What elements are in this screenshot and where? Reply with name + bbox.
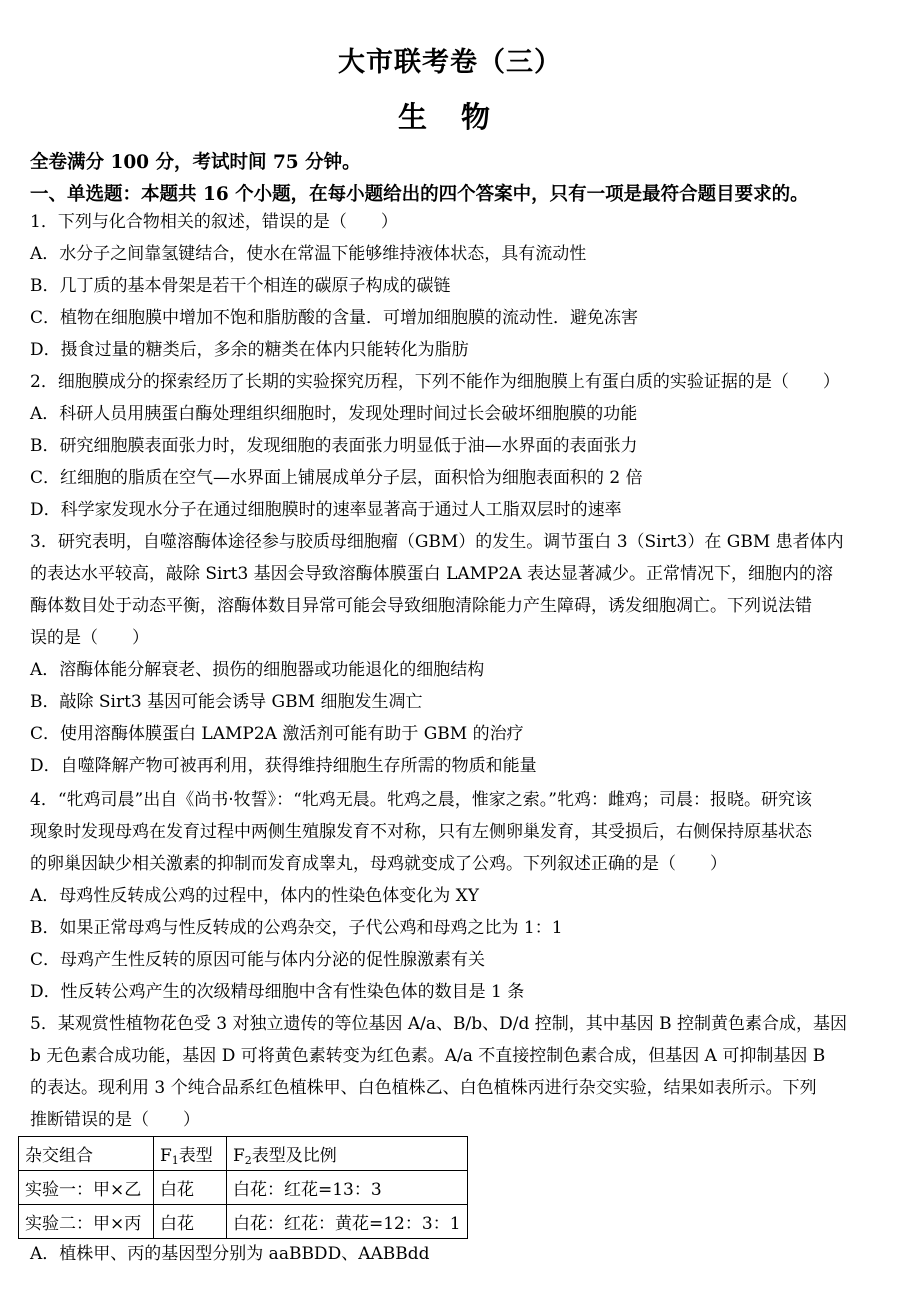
q3-stem-line-3: 酶体数目处于动态平衡，溶酶体数目异常可能会导致细胞清除能力产生障碍，诱发细胞凋亡。下列说法错 [30,596,812,616]
q2-option-c: C．红细胞的脂质在空气—水界面上铺展成单分子层，面积恰为细胞表面积的 2 倍 [30,468,643,488]
section-heading: 一、单选题：本题共 16 个小题，在每小题给出的四个答案中，只有一项是最符合题目要求的。 [30,184,809,205]
header-f1: $F_1$表型 [154,1137,227,1171]
q3-option-a: A．溶酶体能分解衰老、损伤的细胞器或功能退化的细胞结构 [30,660,485,680]
q4-option-d: D．性反转公鸡产生的次级精母细胞中含有性染色体的数目是 1 条 [30,982,525,1002]
header-cross: 杂交组合 [19,1137,154,1171]
exam-title: 大市联考卷（三） [338,47,562,78]
q5-stem-line-1: 5．某观赏性植物花色受 3 对独立遗传的等位基因 A/a、B/b、D/d 控制，其中基因 B 控制黄色素合成，基因 [30,1014,848,1034]
cross-cell: 实验一：甲×乙 [19,1171,154,1205]
q4-option-c: C．母鸡产生性反转的原因可能与体内分泌的促性腺激素有关 [30,950,486,970]
q2-option-b: B．研究细胞膜表面张力时，发现细胞的表面张力明显低于油—水界面的表面张力 [30,436,638,456]
q3-option-c: C．使用溶酶体膜蛋白 LAMP2A 激活剂可能有助于 GBM 的治疗 [30,724,524,744]
q2-option-d: D．科学家发现水分子在通过细胞膜时的速率显著高于通过人工脂双层时的速率 [30,500,622,520]
q5-stem-line-2: b 无色素合成功能，基因 D 可将黄色素转变为红色素。A/a 不直接控制色素合成，但基因 A 可抑制基因 B [30,1046,826,1066]
q5-option-a: A．植株甲、丙的基因型分别为 aaBBDD、AABBdd [30,1244,430,1264]
table-row [19,1171,468,1205]
subject-title: 生 物 [397,100,503,134]
q3-stem-line-4: 误的是（ ） [30,628,149,648]
q1-option-b: B．几丁质的基本骨架是若干个相连的碳原子构成的碳链 [30,276,451,296]
q5-stem-line-4: 推断错误的是（ ） [30,1110,200,1130]
f1-cell: 白花 [154,1205,227,1239]
q1-stem: 1．下列与化合物相关的叙述，错误的是（ ） [30,212,398,232]
q2-stem: 2．细胞膜成分的探索经历了长期的实验探究历程，下列不能作为细胞膜上有蛋白质的实验证据的是（ ） [30,372,840,392]
q5-stem-line-3: 的表达。现利用 3 个纯合品系红色植株甲、白色植株乙、白色植株丙进行杂交实验，结果如表所示。下列 [30,1078,817,1098]
f2-cell: 白花：红花=13：3 [227,1171,468,1205]
cross-results-table [18,1136,468,1239]
header-f2: $F_2$表型及比例 [227,1137,468,1171]
table-header-row [19,1137,468,1171]
table-row [19,1205,468,1239]
q4-option-b: B．如果正常母鸡与性反转成的公鸡杂交，子代公鸡和母鸡之比为 1：1 [30,918,563,938]
exam-info: 全卷满分 100 分，考试时间 75 分钟。 [30,152,361,173]
q1-option-c: C．植物在细胞膜中增加不饱和脂肪酸的含量．可增加细胞膜的流动性．避免冻害 [30,308,639,328]
q3-option-b: B．敲除 Sirt3 基因可能会诱导 GBM 细胞发生凋亡 [30,692,423,712]
q1-option-a: A．水分子之间靠氢键结合，使水在常温下能够维持液体状态，具有流动性 [30,244,587,264]
f1-cell: 白花 [154,1171,227,1205]
cross-cell: 实验二：甲×丙 [19,1205,154,1239]
q3-stem-line-1: 3．研究表明，自噬溶酶体途径参与胶质母细胞瘤（GBM）的发生。调节蛋白 3（Sirt3）在 GBM 患者体内 [30,532,844,552]
q2-option-a: A．科研人员用胰蛋白酶处理组织细胞时，发现处理时间过长会破坏细胞膜的功能 [30,404,638,424]
q3-option-d: D．自噬降解产物可被再利用，获得维持细胞生存所需的物质和能量 [30,756,537,776]
q3-stem-line-2: 的表达水平较高，敲除 Sirt3 基因会导致溶酶体膜蛋白 LAMP2A 表达显著减少。正常情况下，细胞内的溶 [30,564,833,584]
q4-stem-line-3: 的卵巢因缺少相关激素的抑制而发育成睾丸，母鸡就变成了公鸡。下列叙述正确的是（ ） [30,854,727,874]
q1-option-d: D．摄食过量的糖类后，多余的糖类在体内只能转化为脂肪 [30,340,469,360]
q4-option-a: A．母鸡性反转成公鸡的过程中，体内的性染色体变化为 XY [30,886,480,906]
q4-stem-line-1: 4．“牝鸡司晨”出自《尚书·牧誓》：“牝鸡无晨。牝鸡之晨，惟家之索。”牝鸡：雌鸡；司晨：报晓。研究该 [30,790,812,810]
f2-cell: 白花：红花：黄花=12：3：1 [227,1205,468,1239]
q4-stem-line-2: 现象时发现母鸡在发育过程中两侧生殖腺发育不对称，只有左侧卵巢发育，其受损后，右侧保持原基状态 [30,822,812,842]
